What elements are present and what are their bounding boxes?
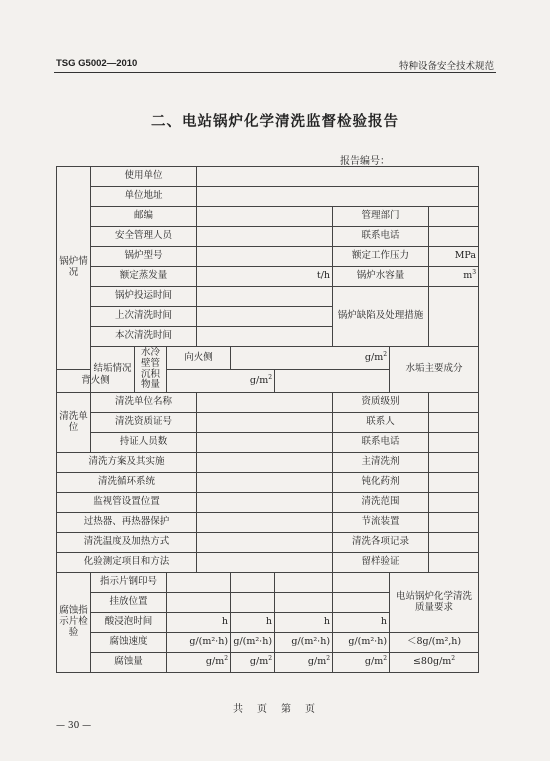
water-volume-label: 锅炉水容量: [333, 267, 429, 287]
cert-no-label: 清洗资质证号: [91, 413, 197, 433]
main-agent-label: 主清洗剂: [333, 453, 429, 473]
phone-value[interactable]: [429, 227, 479, 247]
cleaner-phone-value[interactable]: [429, 433, 479, 453]
corrosion-section-label: 腐蚀指示片检验: [57, 573, 91, 673]
unit-address-label: 单位地址: [91, 187, 197, 207]
records-value[interactable]: [429, 533, 479, 553]
inspection-form: [56, 166, 479, 673]
soak-time-label: 酸浸泡时间: [91, 613, 167, 633]
soak-time-4[interactable]: h: [333, 613, 390, 633]
user-unit-label: 使用单位: [91, 167, 197, 187]
certified-staff-label: 持证人员数: [91, 433, 197, 453]
corrosion-rate-2[interactable]: g/(m²·h): [231, 633, 275, 653]
passivator-label: 钝化药剂: [333, 473, 429, 493]
fire-side-label: 向火侧: [167, 347, 231, 370]
coupon-no-1[interactable]: [167, 573, 231, 593]
sample-check-label: 留样验证: [333, 553, 429, 573]
corrosion-rate-4[interactable]: g/(m²·h): [333, 633, 390, 653]
main-agent-value[interactable]: [429, 453, 479, 473]
placement-1[interactable]: [167, 593, 231, 613]
commission-time-value[interactable]: [197, 287, 333, 307]
scope-value[interactable]: [429, 493, 479, 513]
corrosion-rate-1[interactable]: g/(m²·h): [167, 633, 231, 653]
phone-label: 联系电话: [333, 227, 429, 247]
corrosion-amount-2[interactable]: $g/m^2$: [231, 653, 275, 673]
soak-time-3[interactable]: h: [275, 613, 333, 633]
back-side-label: 背火侧: [57, 370, 135, 393]
soak-time-1[interactable]: h: [167, 613, 231, 633]
coupon-no-label: 指示片钢印号: [91, 573, 167, 593]
temp-heating-value[interactable]: [197, 533, 333, 553]
sample-check-value[interactable]: [429, 553, 479, 573]
last-clean-value[interactable]: [197, 307, 333, 327]
coupon-no-4[interactable]: [333, 573, 390, 593]
plan-value[interactable]: [197, 453, 333, 473]
placement-4[interactable]: [333, 593, 390, 613]
corrosion-amount-limit: $\le 80g/m^2$: [390, 653, 479, 673]
cleaner-section-label: 清洗单位: [57, 393, 91, 453]
quality-req-label: 电站锅炉化学清洗质量要求: [390, 573, 479, 633]
monitor-label: 监视管设置位置: [57, 493, 197, 513]
corrosion-amount-label: 腐蚀量: [91, 653, 167, 673]
composition-label: 水垢主要成分: [390, 347, 479, 393]
assay-value[interactable]: [197, 553, 333, 573]
report-number-label: 报告编号：: [340, 156, 390, 167]
postcode-value[interactable]: [197, 207, 333, 227]
circulation-label: 清洗循环系统: [57, 473, 197, 493]
plan-label: 清洗方案及其实施: [57, 453, 197, 473]
superheater-value[interactable]: [197, 513, 333, 533]
this-clean-value[interactable]: [197, 327, 333, 347]
temp-heating-label: 清洗温度及加热方式: [57, 533, 197, 553]
circulation-value[interactable]: [197, 473, 333, 493]
commission-time-label: 锅炉投运时间: [91, 287, 197, 307]
sediment-label: 水冷壁管沉积物量: [135, 347, 167, 393]
contact-label: 联系人: [333, 413, 429, 433]
scale-section-label: 结垢情况: [91, 347, 135, 393]
monitor-value[interactable]: [197, 493, 333, 513]
defects-label: 锅炉缺陷及处理措施: [333, 287, 429, 347]
mgmt-dept-value[interactable]: [429, 207, 479, 227]
placement-3[interactable]: [275, 593, 333, 613]
corrosion-rate-3[interactable]: g/(m²·h): [275, 633, 333, 653]
soak-time-2[interactable]: h: [231, 613, 275, 633]
coupon-no-3[interactable]: [275, 573, 333, 593]
postcode-label: 邮编: [91, 207, 197, 227]
corrosion-amount-1[interactable]: $g/m^2$: [167, 653, 231, 673]
user-unit-value[interactable]: [197, 167, 479, 187]
standard-series: 特种设备安全技术规范: [398, 61, 494, 72]
corrosion-rate-limit: ＜8g/(m²,h): [390, 633, 479, 653]
back-side-unit[interactable]: $g/m^2$: [167, 370, 275, 393]
this-clean-label: 本次清洗时间: [91, 327, 197, 347]
water-volume-unit[interactable]: $m^3$: [429, 267, 479, 287]
standard-code: TSG G5002—2010: [56, 58, 138, 69]
header-rule: [54, 72, 496, 73]
corrosion-rate-label: 腐蚀速度: [91, 633, 167, 653]
placement-2[interactable]: [231, 593, 275, 613]
page-number: — 30 —: [56, 721, 92, 731]
superheater-label: 过热器、再热器保护: [57, 513, 197, 533]
pressure-unit[interactable]: MPa: [429, 247, 479, 267]
page-count: 共 页 第 页: [233, 704, 317, 715]
throttle-label: 节流装置: [333, 513, 429, 533]
scope-label: 清洗范围: [333, 493, 429, 513]
boiler-section-label: 锅炉情况: [57, 167, 91, 370]
throttle-value[interactable]: [429, 513, 479, 533]
cert-no-value[interactable]: [197, 413, 333, 433]
corrosion-amount-3[interactable]: $g/m^2$: [275, 653, 333, 673]
page-title: 二、电站锅炉化学清洗监督检验报告: [151, 114, 399, 130]
contact-value[interactable]: [429, 413, 479, 433]
unit-address-value[interactable]: [197, 187, 479, 207]
placement-label: 挂放位置: [91, 593, 167, 613]
records-label: 清洗各项记录: [333, 533, 429, 553]
mgmt-dept-label: 管理部门: [333, 207, 429, 227]
safety-manager-value[interactable]: [197, 227, 333, 247]
assay-label: 化验测定项目和方法: [57, 553, 197, 573]
certified-staff-value[interactable]: [197, 433, 333, 453]
qual-level-value[interactable]: [429, 393, 479, 413]
corrosion-amount-4[interactable]: $g/m^2$: [333, 653, 390, 673]
defects-value[interactable]: [429, 287, 479, 347]
coupon-no-2[interactable]: [231, 573, 275, 593]
safety-manager-label: 安全管理人员: [91, 227, 197, 247]
cleaner-name-value[interactable]: [197, 393, 333, 413]
last-clean-label: 上次清洗时间: [91, 307, 197, 327]
evaporation-unit[interactable]: t/h: [197, 267, 333, 287]
boiler-model-label: 锅炉型号: [91, 247, 197, 267]
evaporation-label: 额定蒸发量: [91, 267, 197, 287]
boiler-model-value[interactable]: [197, 247, 333, 267]
pressure-label: 额定工作压力: [333, 247, 429, 267]
cleaner-name-label: 清洗单位名称: [91, 393, 197, 413]
fire-side-unit[interactable]: $g/m^2$: [231, 347, 390, 370]
qual-level-label: 资质级别: [333, 393, 429, 413]
passivator-value[interactable]: [429, 473, 479, 493]
cleaner-phone-label: 联系电话: [333, 433, 429, 453]
